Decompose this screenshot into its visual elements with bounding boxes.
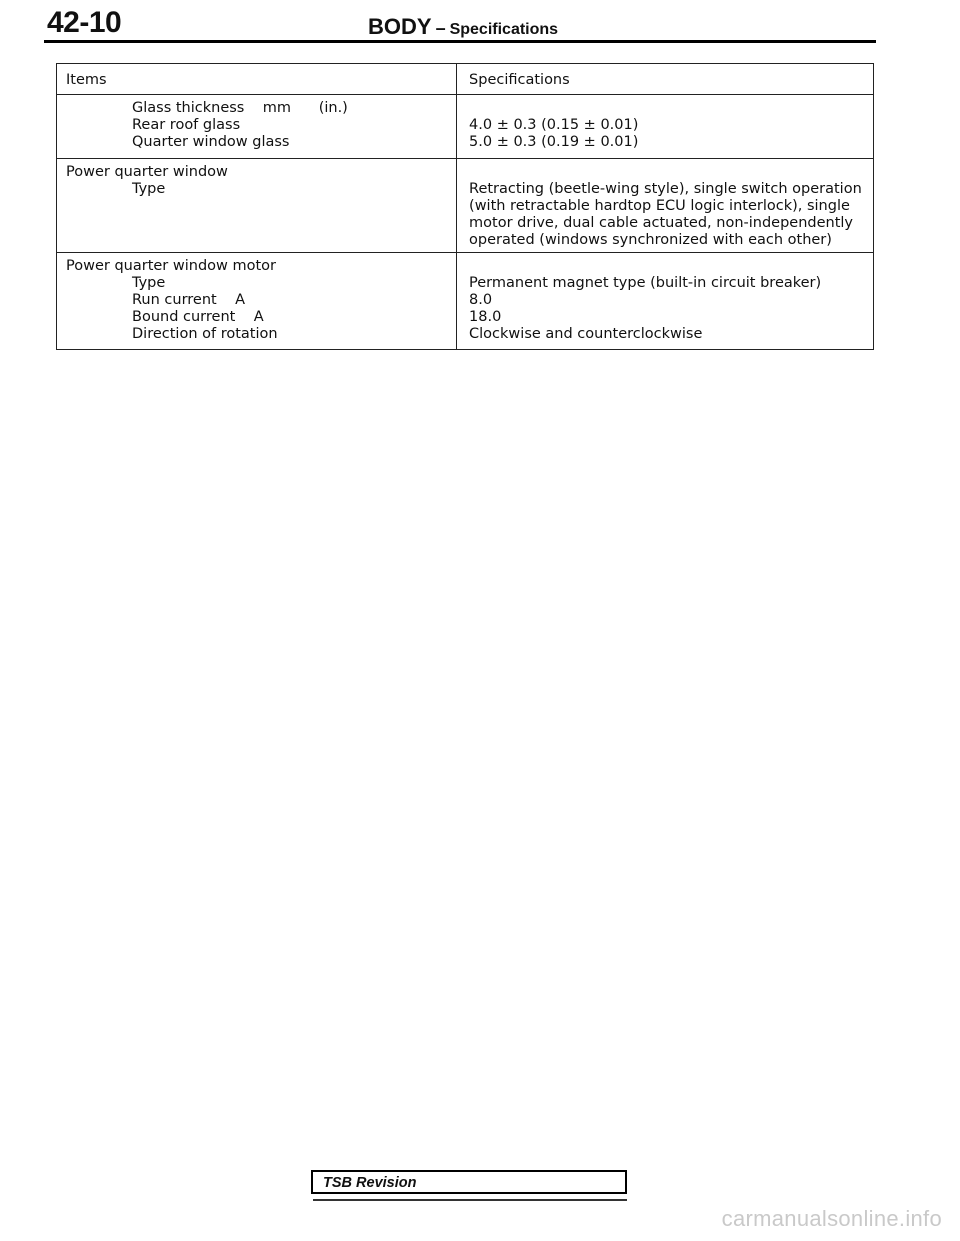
power-quarter-window-label: Power quarter window xyxy=(66,164,228,180)
run-current-value: 8.0 xyxy=(469,292,493,308)
direction-of-rotation-value: Clockwise and counterclockwise xyxy=(469,326,703,342)
motor-spec-blank xyxy=(469,258,865,275)
header-spec-cell xyxy=(457,64,874,95)
motor-items-cell xyxy=(57,253,457,350)
table-row xyxy=(57,159,874,253)
quarter-window-glass-value: 5.0 ± 0.3 (0.19 ± 0.01) xyxy=(469,134,639,150)
motor-specs-cell xyxy=(457,253,874,350)
window-type-line-2: (with retractable hardtop ECU logic interlock), single xyxy=(469,198,850,214)
subsection-title: Specifications xyxy=(449,21,559,38)
direction-of-rotation-label: Direction of rotation xyxy=(132,326,278,342)
table-row xyxy=(57,253,874,350)
page-title xyxy=(368,14,558,40)
rear-roof-glass-value: 4.0 ± 0.3 (0.15 ± 0.01) xyxy=(469,117,639,133)
glass-thickness-label: Glass thickness mm (in.) xyxy=(132,100,348,116)
bound-current-value: 18.0 xyxy=(469,309,502,325)
window-type-label: Type xyxy=(132,181,166,197)
watermark: carmanualsonline.info xyxy=(721,1206,942,1231)
tsb-revision-underline xyxy=(313,1199,627,1201)
window-type-line-4: operated (windows synchronized with each other) xyxy=(469,232,832,248)
glass-items-cell xyxy=(57,95,457,159)
glass-spec-blank xyxy=(469,100,865,117)
glass-specs-cell xyxy=(457,95,874,159)
page-number: 42-10 xyxy=(47,6,122,39)
tsb-revision-label: TSB Revision xyxy=(323,1175,417,1191)
rear-roof-glass-label: Rear roof glass xyxy=(132,117,241,133)
quarter-window-glass-label: Quarter window glass xyxy=(132,134,290,150)
title-dash: – xyxy=(435,18,446,38)
window-type-line-3: motor drive, dual cable actuated, non-independently xyxy=(469,215,854,231)
specifications-table xyxy=(56,63,874,350)
header-rule xyxy=(44,40,876,43)
table-row xyxy=(57,95,874,159)
section-title: BODY xyxy=(368,14,432,39)
motor-type-value: Permanent magnet type (built-in circuit breaker) xyxy=(469,275,822,291)
power-quarter-window-motor-label: Power quarter window motor xyxy=(66,258,277,274)
tsb-revision-box xyxy=(311,1170,627,1194)
motor-type-label: Type xyxy=(132,275,166,291)
window-type-line-1: Retracting (beetle-wing style), single switch operation xyxy=(469,181,862,197)
window-items-cell xyxy=(57,159,457,253)
header-specifications: Specifications xyxy=(469,72,570,88)
header-items: Items xyxy=(66,72,107,88)
window-specs-cell xyxy=(457,159,874,253)
run-current-label: Run current A xyxy=(132,292,246,308)
window-spec-blank xyxy=(469,164,865,181)
header-items-cell xyxy=(57,64,457,95)
table-header-row xyxy=(57,64,874,95)
bound-current-label: Bound current A xyxy=(132,309,264,325)
